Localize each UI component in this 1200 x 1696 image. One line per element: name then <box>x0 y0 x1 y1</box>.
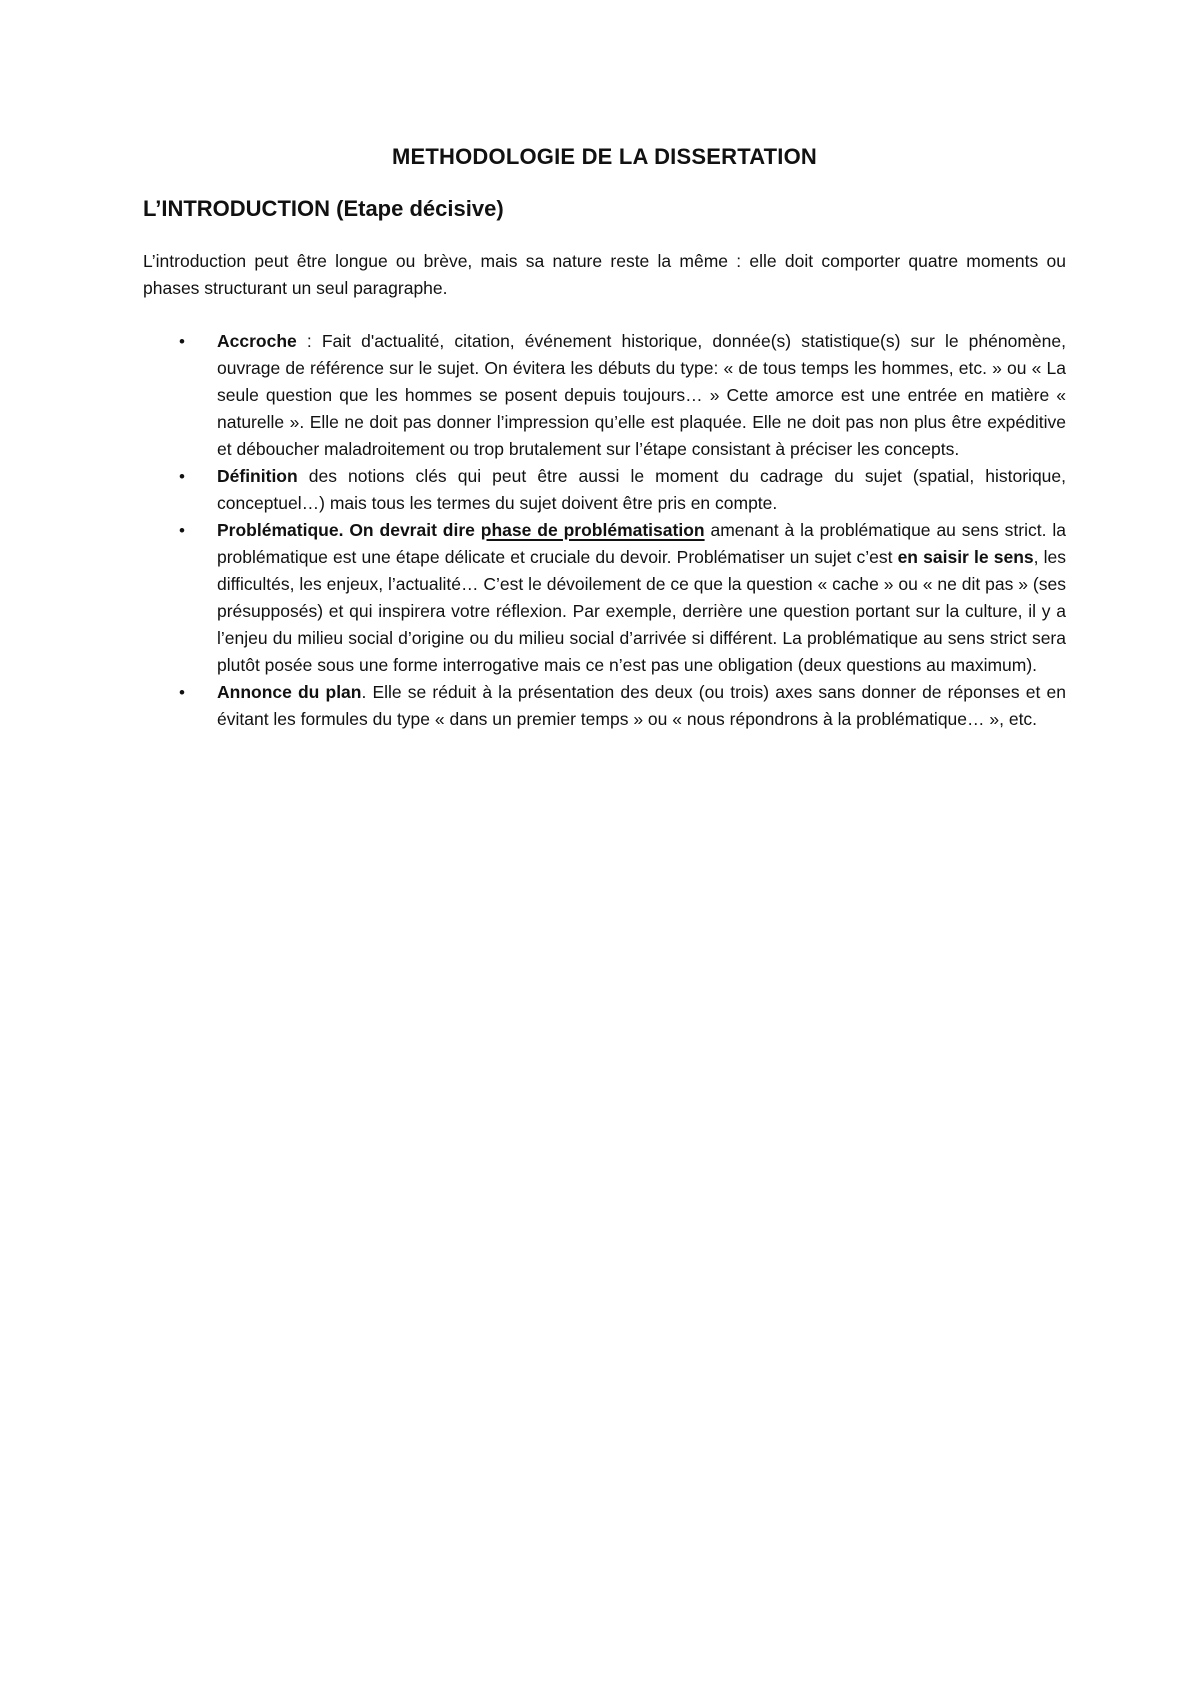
intro-paragraph: L’introduction peut être longue ou brève, mais sa nature reste la même : elle doit comporter quatre moments ou phases structurant un seul paragraphe. <box>143 251 1066 298</box>
list-item-text-after: , les difficultés, les enjeux, l’actualité… C’est le dévoilement de ce que la question « cache » ou « ne dit pas » (ses présupposés) et qui inspirera votre réflexion. Par exemple, derrière une question portant sur la culture, il y a l’enjeu du milieu social d’origine ou du milieu social d’arrivée si différent. La problématique au sens strict sera plutôt posée sous une forme interrogative mais ce n’est pas une obligation (deux questions au maximum). <box>217 547 1066 675</box>
bullet-icon: • <box>179 467 185 486</box>
list-item-accroche <box>143 328 1066 463</box>
list-item-problematique <box>143 517 1066 679</box>
list-item-text: des notions clés qui peut être aussi le moment du cadrage du sujet (spatial, historique, conceptuel…) mais tous les termes du sujet doivent être pris en compte. <box>217 466 1066 513</box>
underlined-phrase: phase de problématisation <box>480 520 705 540</box>
list-item-annonce <box>143 679 1066 733</box>
list-item-term: Accroche <box>217 331 297 351</box>
list-item-text: . Elle se réduit à la présentation des deux (ou trois) axes sans donner de réponses et en évitant les formules du type « dans un premier temps » ou « nous répondrons à la problématique… », etc. <box>217 682 1066 729</box>
list-item-definition <box>143 463 1066 517</box>
list-item-text-before: . On devrait dire <box>338 520 481 540</box>
document-title: METHODOLOGIE DE LA DISSERTATION <box>391 144 818 169</box>
bullet-icon: • <box>179 683 185 702</box>
list-item-term: Problématique <box>217 520 339 540</box>
section-heading-subtitle: (Etape décisive) <box>336 196 504 221</box>
section-heading <box>143 196 1066 222</box>
list-item-term: Annonce du plan <box>217 682 362 702</box>
list-item-term: Définition <box>217 466 298 486</box>
document-page <box>143 144 1066 733</box>
bullet-icon: • <box>179 521 185 540</box>
list-item-text: : Fait d'actualité, citation, événement historique, donnée(s) statistique(s) sur le phénomène, ouvrage de référence sur le sujet. On évitera les débuts du type: « de tous temps les hommes, etc. » ou « La seule question que les hommes se posent depuis toujours… » Cette amorce est une entrée en matière « naturelle ». Elle ne doit pas donner l’impression qu’elle est plaquée. Elle ne doit pas non plus être expéditive et déboucher maladroitement ou trop brutalement sur l’étape consistant à préciser les concepts. <box>217 331 1066 459</box>
list-item-text-middle: amenant à la problématique au sens strict. la problématique est une étape délicate et cruciale du devoir. Problématiser un sujet c’est <box>217 520 1066 567</box>
bullet-list <box>143 328 1066 733</box>
bullet-icon: • <box>179 332 185 351</box>
bold-inline-phrase: en saisir le sens <box>897 547 1034 567</box>
section-heading-main: L’INTRODUCTION <box>143 196 330 221</box>
